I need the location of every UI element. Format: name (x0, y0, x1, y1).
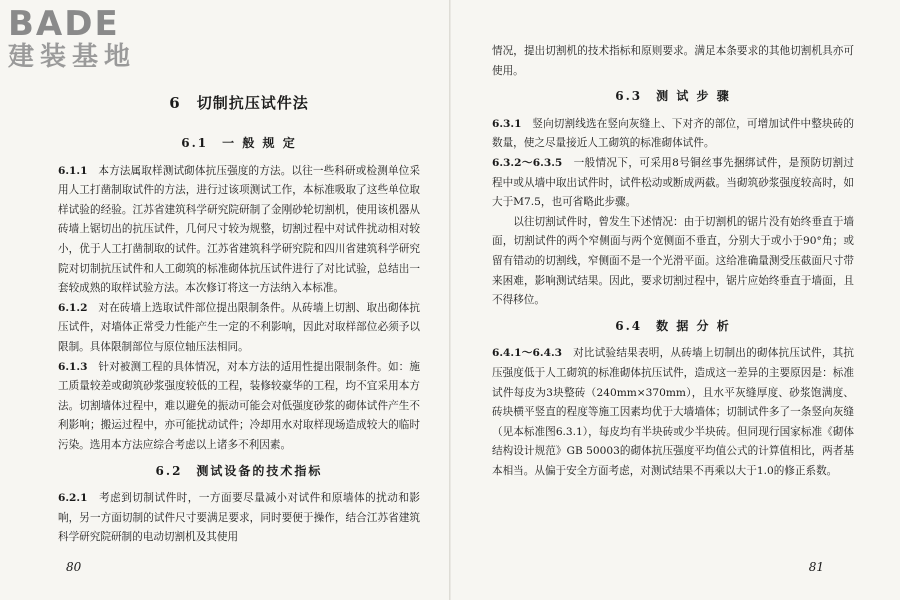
right-page (492, 0, 854, 600)
clause-text: 本方法属取样测试砌体抗压强度的方法。以往一些科研或检测单位采用人工打凿制取试件的方法，进行过该项测试工作，本标准吸取了这些单位取样试验的经验。江苏省建筑科学研究院研制了金刚砂轮切割机，使用该机器从砖墙上锯切出的抗压试件，几何尺寸较为规整，切割过程中对试件扰动相对较小，优于人工打凿制取的试件。江苏省建筑科学研究院和四川省建筑科学研究院对切制抗压试件和人工砌筑的标准砌体抗压试件进行了对比试验，总结出一套较成熟的取样试验方法。本次修订将这一方法纳入本标准。 (58, 164, 420, 295)
clause-text: 对在砖墙上选取试件部位提出限制条件。从砖墙上切割、取出砌体抗压试件，对墙体正常受力性能产生一定的不利影响，因此对取样部位必须予以限制。具体限制部位与原位轴压法相同。 (58, 301, 420, 353)
section-6-3-title: 6.3 测 试 步 骤 (615, 89, 731, 104)
clause-number: 6.2.1 (58, 492, 88, 505)
clause-6-4-1 (492, 344, 854, 481)
left-page-body (58, 128, 420, 548)
clause-number: 6.3.1 (492, 117, 522, 130)
clause-6-3-2-note: 以往切割试件时，曾发生下述情况：由于切割机的锯片没有始终垂直于墙面，切割试件的两个窄侧面与两个宽侧面不垂直，分别大于或小于90°角；或留有错动的切割线，窄侧面不是一个光滑平面。这给准确量测受压截面尺寸带来困难，影响测试结果。因此，要求切割过程中，锯片应始终垂直于墙面，且不得移位。 (492, 215, 854, 307)
book-spine (449, 0, 451, 600)
chapter-title: 6 切制抗压试件法 (169, 94, 309, 112)
watermark-subtitle: 建装基地 (8, 42, 137, 72)
section-6-4-title: 6.4 数 据 分 析 (615, 318, 731, 333)
right-page-body (492, 42, 854, 481)
clause-number: 6.1.3 (58, 360, 88, 373)
clause-6-3-2 (492, 154, 854, 213)
clause-text: 考虑到切制试件时，一方面要尽量减小对试件和原墙体的扰动和影响，另一方面切制的试件尺寸要满足要求，同时要便于操作，结合江苏省建筑科学研究院研制的电动切割机及其使用 (58, 492, 421, 544)
clause-text: 对比试验结果表明，从砖墙上切制出的砌体抗压试件，其抗压强度低于人工砌筑的标准砌体抗压试件，造成这一差异的主要原因是：标准试件每皮为3块整砖（240mm×370mm），且水平灰缝厚度、砂浆饱满度、砖块横平竖直的程度等施工因素均优于大墙墙体；切制试件多了一条竖向灰缝（见本标准图6.3.1），每皮均有半块砖或少半块砖。但同现行国家标准《砌体结构设计规范》GB 50003的砌体抗压强度平均值公式的计算值相比，两者基本相当。从偏于安全方面考虑，对测试结果不再乘以大于1.0的修正系数。 (492, 347, 855, 477)
clause-text: 竖向切割线选在竖向灰缝上、下对齐的部位，可增加试件中整块砖的数量，使之尽量接近人工砌筑的标准砌体试件。 (492, 117, 854, 150)
page-number-left: 80 (66, 560, 82, 574)
section-6-2-title: 6.2 测试设备的技术指标 (155, 463, 323, 478)
clause-text: 针对被测工程的具体情况，对本方法的适用性提出限制条件。如：施工质量较差或砌筑砂浆强度较低的工程，装修较豪华的工程，均不宜采用本方法。切割墙体过程中，难以避免的振动可能会对低强度砂浆的砌体试件产生不利影响；搬运过程中，亦可能扰动试件；冷却用水对取样现场造成较大的临时污染。选用本方法应综合考虑以上诸多不利因素。 (58, 360, 420, 451)
page-number-right: 81 (808, 560, 824, 574)
left-page (58, 0, 420, 600)
continued-text: 情况，提出切割机的技术指标和原则要求。满足本条要求的其他切割机具亦可使用。 (492, 45, 854, 77)
section-6-1-title: 6.1 一 般 规 定 (181, 136, 297, 150)
clause-number: 6.1.2 (58, 301, 88, 314)
watermark-brand: BADE (8, 4, 120, 44)
clause-6-1-3 (58, 358, 420, 456)
clause-6-1-1 (58, 162, 420, 299)
clause-6-3-1 (492, 115, 854, 154)
clause-number: 6.1.1 (58, 164, 88, 177)
clause-6-2-1 (58, 489, 420, 548)
clause-number: 6.3.2～6.3.5 (492, 156, 563, 169)
clause-number: 6.4.1～6.4.3 (492, 347, 563, 360)
clause-6-1-2 (58, 299, 420, 358)
clause-text: 一般情况下，可采用8号铜丝事先捆绑试件，是预防切割过程中或从墙中取出试件时，试件松动或断成两截。当砌筑砂浆强度较高时，如大于M7.5，也可省略此步骤。 (492, 156, 854, 209)
